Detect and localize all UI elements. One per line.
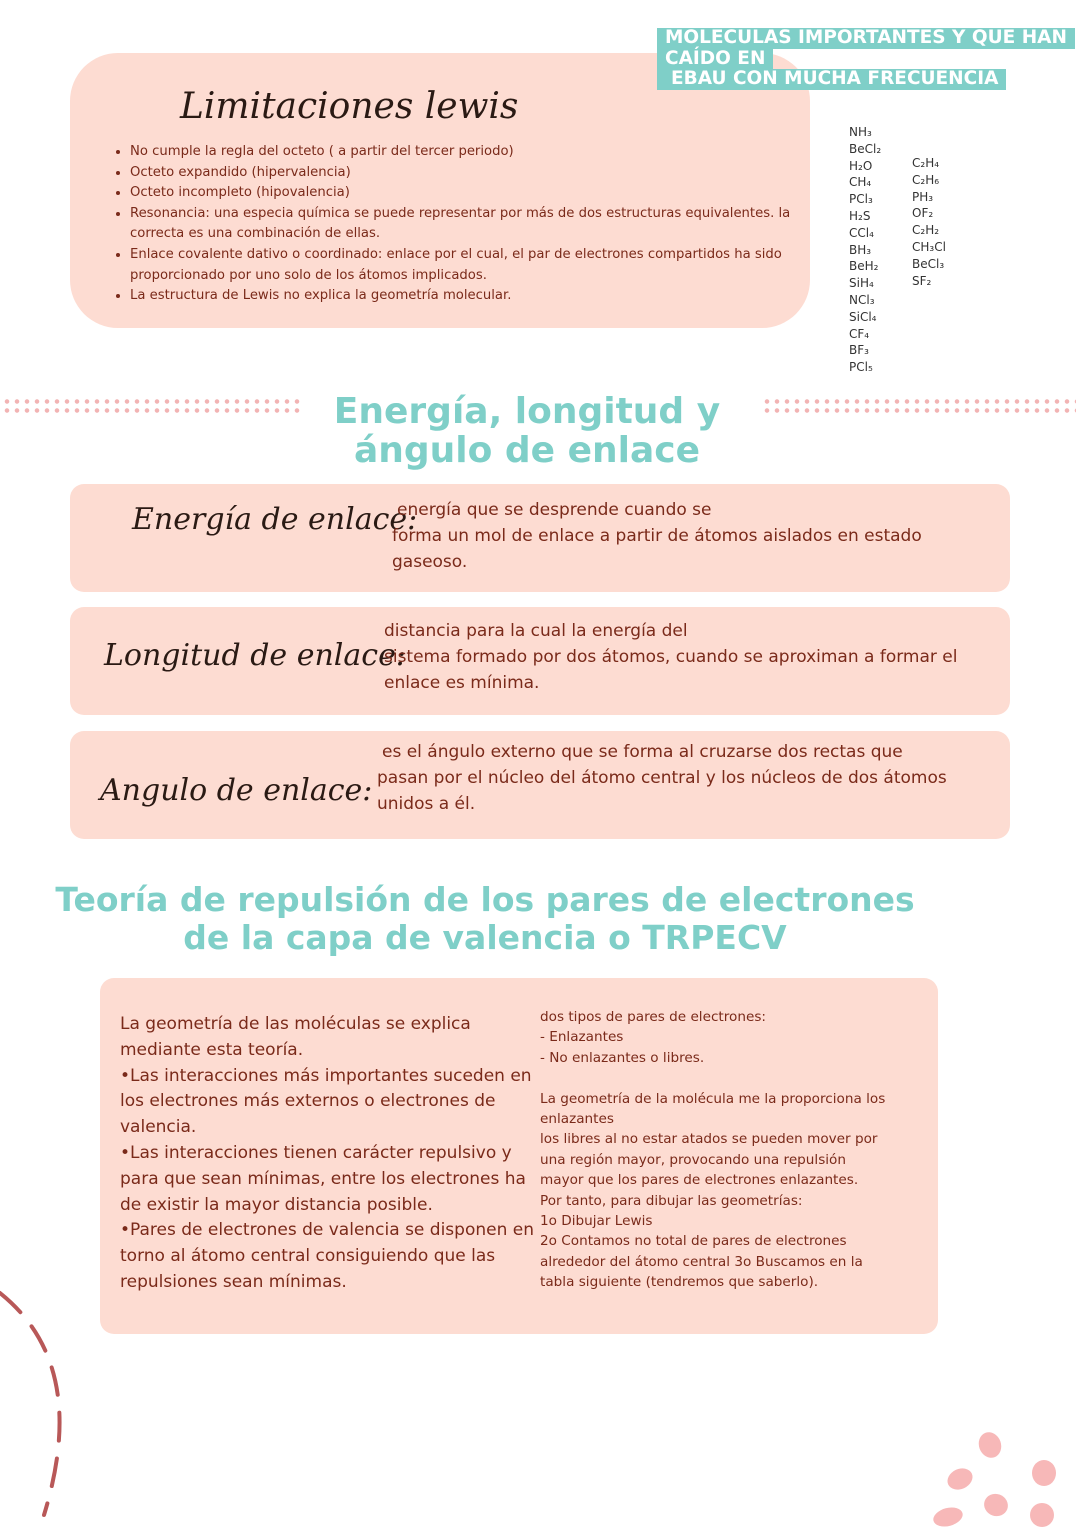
paragraph-line: mediante esta teoría. [120, 1039, 304, 1060]
molecule: OF₂ [912, 206, 934, 221]
definition-line: energía que se desprende cuando se [397, 500, 712, 520]
molecule: SiH₄ [849, 276, 874, 291]
trpecv-left-text [120, 1012, 534, 1296]
section-title-trpecv [40, 881, 930, 957]
definition-line: distancia para la cual la energía del [384, 621, 688, 641]
molecule: NCl₃ [849, 292, 875, 307]
limitaciones-title: Limitaciones lewis [180, 86, 519, 127]
paragraph-line: mayor que los pares de electrones enlazantes. [540, 1172, 859, 1189]
molecule-list-2 [912, 155, 946, 289]
badge-line-1: MOLÉCULAS IMPORTANTES Y QUE HAN [657, 28, 1075, 49]
molecule: SF₂ [912, 273, 932, 288]
paragraph-line: La geometría de las moléculas se explica [120, 1014, 471, 1034]
list-item: • Octeto incompleto (hipovalencia) [130, 183, 810, 204]
badge [657, 28, 1075, 90]
molecule: PCl₃ [849, 192, 873, 207]
paragraph-line: torno al átomo central consiguiendo que las [120, 1246, 496, 1267]
dashed-arc-decoration [0, 1285, 80, 1525]
definition-line: sistema formado por dos átomos, cuando se aproximan a formar el [384, 647, 958, 667]
section-title-line: ángulo de enlace [353, 430, 701, 471]
molecule: CH₄ [849, 175, 872, 190]
paragraph-line: los electrones más externos o electrones de [120, 1091, 496, 1112]
paragraph-line: 2o Contamos no total de pares de electrones [540, 1233, 847, 1250]
molecule: C₂H₂ [912, 223, 940, 238]
list-item: • No cumple la regla del octeto ( a partir del tercer periodo) [130, 142, 810, 163]
paragraph-line: - No enlazantes o libres. [540, 1049, 705, 1066]
paragraph-line: alrededor del átomo central 3o Buscamos en la [540, 1253, 863, 1270]
definition-text [392, 497, 922, 575]
list-item: • La estructura de Lewis no explica la geometría molecular. [130, 286, 810, 307]
list-item: • Enlace covalente dativo o coordinado: enlace por el cual, el par de electrones compartidos ha sido proporcionado por uno solo de los átomos implicados. [130, 245, 810, 286]
definition-line: gaseoso. [392, 552, 468, 572]
molecule: SiCl₄ [849, 309, 877, 324]
paragraph-line: enlazantes [540, 1111, 614, 1128]
pink-dots-decoration [920, 1417, 1080, 1527]
paragraph-line: tabla siguiente (tendremos que saberlo). [540, 1274, 819, 1291]
molecule: NH₃ [849, 125, 872, 139]
paragraph-line: •Las interacciones tienen carácter repulsivo y [120, 1142, 512, 1163]
molecule: H₂O [849, 158, 873, 173]
paragraph-line: dos tipos de pares de electrones: [540, 1009, 767, 1025]
badge-line-3: EBAU CON MUCHA FRECUENCIA [657, 69, 1006, 90]
molecule: PCl₅ [849, 360, 873, 375]
dotted-divider-left [2, 397, 304, 415]
paragraph-line: •Pares de electrones de valencia se disponen en [120, 1220, 534, 1241]
molecule: PH₃ [912, 189, 934, 204]
section-title-enlace [300, 392, 754, 470]
paragraph-line: valencia. [120, 1117, 197, 1138]
molecule-list-1 [849, 124, 881, 376]
definition-term: Angulo de enlace: [100, 773, 373, 808]
section-title-line: Energía, longitud y [333, 391, 721, 432]
paragraph-line: una región mayor, provocando una repulsión [540, 1151, 846, 1168]
paragraph-line: 1o Dibujar Lewis [540, 1213, 653, 1230]
definition-line: enlace es mínima. [384, 673, 540, 693]
molecule: BeH₂ [849, 259, 879, 274]
molecule: CH₃Cl [912, 239, 946, 254]
badge-line-2: CAÍDO EN [657, 49, 773, 70]
paragraph-line: - Enlazantes [540, 1029, 624, 1046]
molecule: BH₃ [849, 242, 872, 257]
definition-term: Longitud de enlace: [104, 638, 406, 673]
paragraph-line: para que sean mínimas, entre los electrones ha [120, 1168, 526, 1189]
molecule: H₂S [849, 208, 871, 223]
paragraph-line: Por tanto, para dibujar las geometrías: [540, 1192, 803, 1209]
list-item: • Resonancia: una especia química se puede representar por más de dos estructuras equivalentes. la correcta es una combinación de ellas. [130, 204, 810, 245]
paragraph-line [540, 1068, 885, 1088]
paragraph-line: La geometría de la molécula me la proporciona los [540, 1090, 886, 1107]
molecule: CCl₄ [849, 225, 874, 240]
trpecv-right-text [540, 1007, 885, 1293]
dotted-divider-right [762, 397, 1076, 415]
paragraph-line: •Las interacciones más importantes suceden en [120, 1065, 532, 1086]
definition-text [377, 739, 947, 817]
section-title-line: Teoría de repulsión de los pares de electrones [55, 880, 915, 919]
list-item: • Octeto expandido (hipervalencia) [130, 163, 810, 184]
molecule: BF₃ [849, 343, 869, 358]
section-title-line: de la capa de valencia o TRPECV [183, 918, 787, 957]
definition-term: Energía de enlace: [132, 502, 418, 537]
definition-text [384, 618, 957, 696]
paragraph-line: los libres al no estar atados se pueden mover por [540, 1131, 878, 1148]
molecule: CF₄ [849, 326, 870, 341]
definition-line: pasan por el núcleo del átomo central y los núcleos de dos átomos [377, 768, 947, 788]
molecule: BeCl₂ [849, 141, 882, 156]
definition-line: unidos a él. [377, 794, 476, 814]
definition-line: forma un mol de enlace a partir de átomos aislados en estado [392, 526, 922, 546]
definition-line: es el ángulo externo que se forma al cruzarse dos rectas que [382, 742, 903, 762]
paragraph-line: repulsiones sean mínimas. [120, 1271, 347, 1292]
molecule: C₂H₆ [912, 172, 940, 187]
paragraph-line: de existir la mayor distancia posible. [120, 1194, 433, 1215]
molecule: C₂H₄ [912, 156, 940, 170]
molecule: BeCl₃ [912, 256, 945, 271]
limitaciones-list [100, 142, 810, 307]
